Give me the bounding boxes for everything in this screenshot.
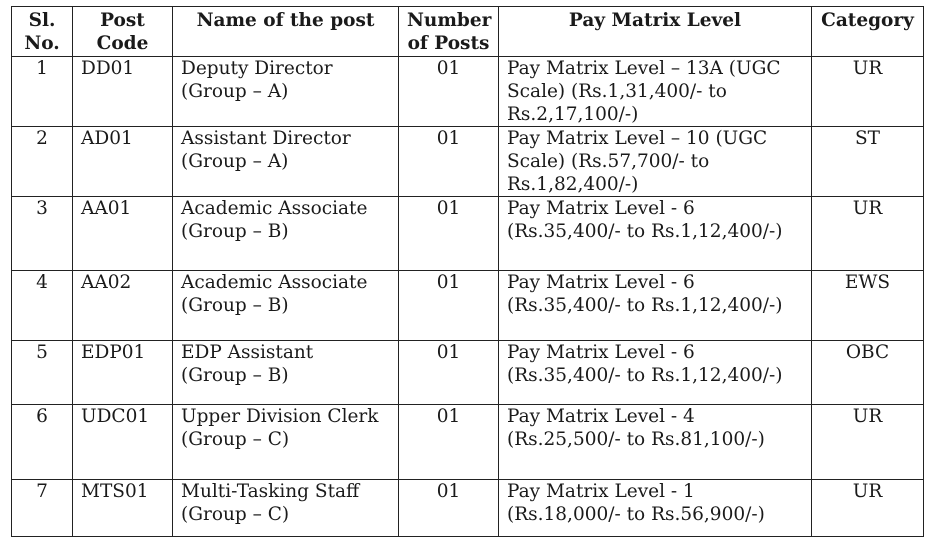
header-post-name: Name of the post bbox=[173, 7, 399, 57]
header-number-of-posts: Number of Posts bbox=[399, 7, 499, 57]
header-category: Category bbox=[812, 7, 924, 57]
header-pay-matrix-level: Pay Matrix Level bbox=[499, 7, 812, 57]
number-of-posts-cell: 01 bbox=[399, 480, 499, 537]
category-cell: EWS bbox=[812, 271, 924, 341]
table-row bbox=[12, 57, 924, 127]
table-row bbox=[12, 271, 924, 341]
category-cell: OBC bbox=[812, 341, 924, 405]
sl-no-cell: 1 bbox=[12, 57, 73, 127]
number-of-posts-cell: 01 bbox=[399, 405, 499, 480]
pay-level-cell: Pay Matrix Level - 4 (Rs.25,500/- to Rs.81,100/-) bbox=[499, 405, 812, 480]
sl-no-cell: 4 bbox=[12, 271, 73, 341]
post-name-cell: Academic Associate (Group – B) bbox=[173, 271, 399, 341]
number-of-posts-cell: 01 bbox=[399, 197, 499, 271]
pay-level-cell: Pay Matrix Level – 10 (UGC Scale) (Rs.57,700/- to Rs.1,82,400/-) bbox=[499, 127, 812, 197]
category-cell: UR bbox=[812, 197, 924, 271]
header-row bbox=[12, 7, 924, 57]
post-name-cell: EDP Assistant (Group – B) bbox=[173, 341, 399, 405]
post-code-cell: AA01 bbox=[73, 197, 173, 271]
table-row bbox=[12, 405, 924, 480]
post-name-cell: Academic Associate (Group – B) bbox=[173, 197, 399, 271]
post-name-cell: Multi-Tasking Staff (Group – C) bbox=[173, 480, 399, 537]
sl-no-cell: 2 bbox=[12, 127, 73, 197]
post-name-cell: Deputy Director (Group – A) bbox=[173, 57, 399, 127]
post-code-cell: AD01 bbox=[73, 127, 173, 197]
post-name-cell: Assistant Director (Group – A) bbox=[173, 127, 399, 197]
sl-no-cell: 3 bbox=[12, 197, 73, 271]
number-of-posts-cell: 01 bbox=[399, 57, 499, 127]
category-cell: UR bbox=[812, 405, 924, 480]
number-of-posts-cell: 01 bbox=[399, 127, 499, 197]
post-code-cell: EDP01 bbox=[73, 341, 173, 405]
header-post-code: Post Code bbox=[73, 7, 173, 57]
table-row bbox=[12, 127, 924, 197]
post-name-cell: Upper Division Clerk (Group – C) bbox=[173, 405, 399, 480]
sl-no-cell: 5 bbox=[12, 341, 73, 405]
header-sl-no: Sl. No. bbox=[12, 7, 73, 57]
number-of-posts-cell: 01 bbox=[399, 341, 499, 405]
post-code-cell: DD01 bbox=[73, 57, 173, 127]
table-row bbox=[12, 480, 924, 537]
table-row bbox=[12, 341, 924, 405]
posts-table bbox=[11, 6, 924, 537]
category-cell: UR bbox=[812, 480, 924, 537]
post-code-cell: UDC01 bbox=[73, 405, 173, 480]
post-code-cell: MTS01 bbox=[73, 480, 173, 537]
pay-level-cell: Pay Matrix Level – 13A (UGC Scale) (Rs.1,31,400/- to Rs.2,17,100/-) bbox=[499, 57, 812, 127]
sl-no-cell: 7 bbox=[12, 480, 73, 537]
category-cell: UR bbox=[812, 57, 924, 127]
sl-no-cell: 6 bbox=[12, 405, 73, 480]
post-code-cell: AA02 bbox=[73, 271, 173, 341]
category-cell: ST bbox=[812, 127, 924, 197]
pay-level-cell: Pay Matrix Level - 6 (Rs.35,400/- to Rs.1,12,400/-) bbox=[499, 271, 812, 341]
pay-level-cell: Pay Matrix Level - 1 (Rs.18,000/- to Rs.56,900/-) bbox=[499, 480, 812, 537]
pay-level-cell: Pay Matrix Level - 6 (Rs.35,400/- to Rs.1,12,400/-) bbox=[499, 341, 812, 405]
table-row bbox=[12, 197, 924, 271]
pay-level-cell: Pay Matrix Level - 6 (Rs.35,400/- to Rs.1,12,400/-) bbox=[499, 197, 812, 271]
number-of-posts-cell: 01 bbox=[399, 271, 499, 341]
